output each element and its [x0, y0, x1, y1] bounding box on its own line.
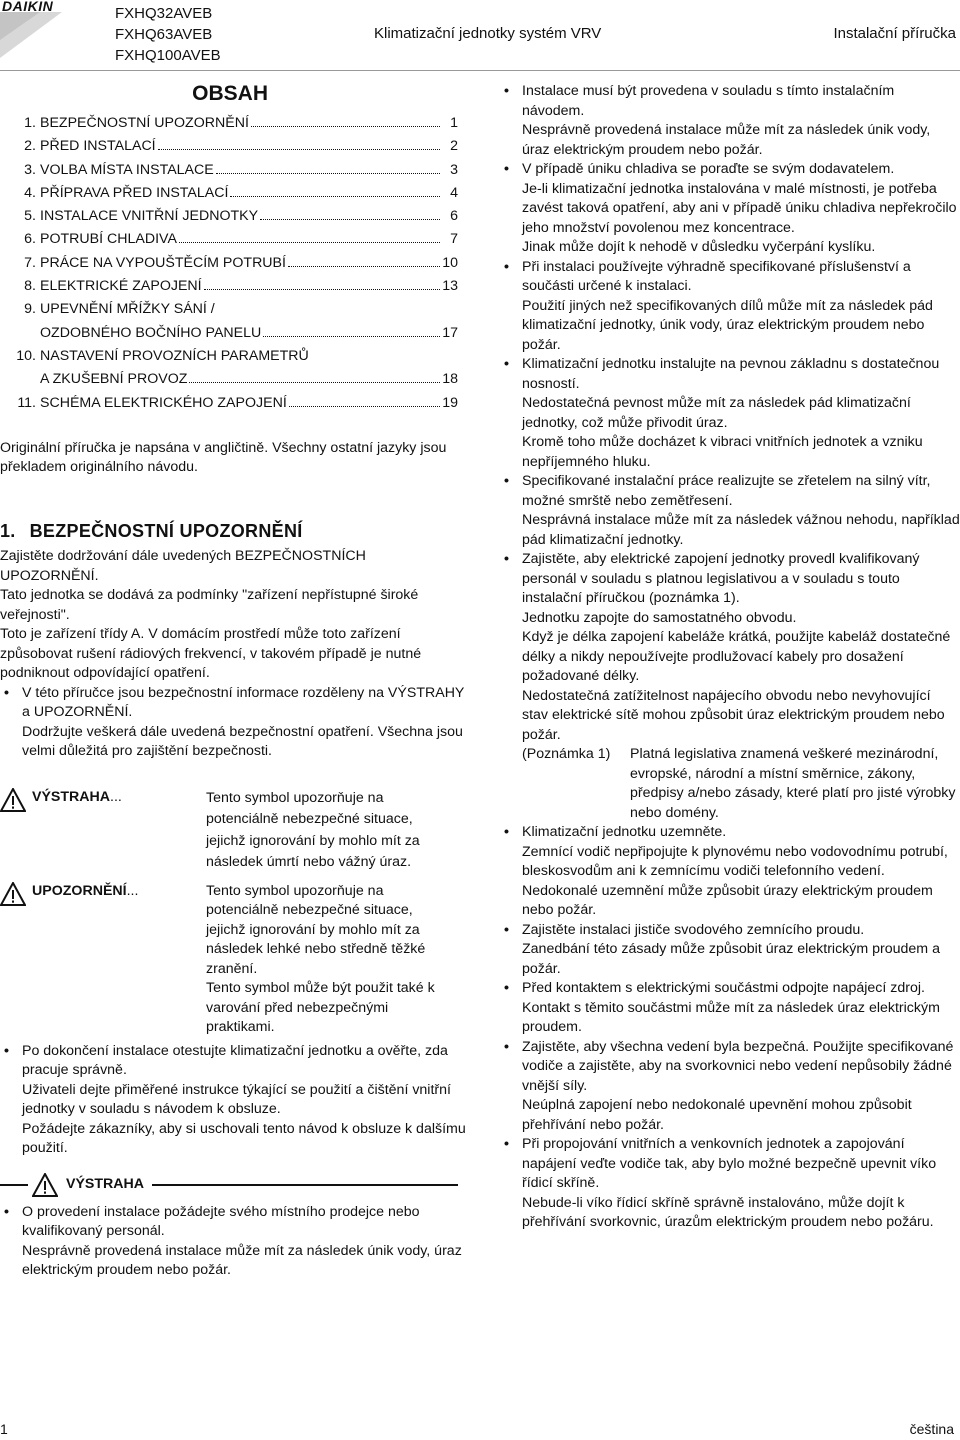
list-item — [500, 82, 960, 160]
list-item-text: • O provedení instalace požádejte svého místního prodejce nebo kvalifikovaný personál. — [22, 1203, 420, 1240]
toc-entry-title: PŘÍPRAVA PŘED INSTALACÍ — [40, 184, 229, 201]
warning-box-list — [0, 1203, 468, 1281]
leader-dots — [158, 149, 440, 150]
list-item — [0, 1042, 468, 1159]
toc-entry-page: 19 — [442, 394, 458, 411]
toc-entry-title: SCHÉMA ELEKTRICKÉHO ZAPOJENÍ — [40, 394, 287, 411]
leader-dots — [189, 382, 440, 383]
toc-entry — [0, 300, 468, 323]
warning-box-title: VÝSTRAHA — [66, 1176, 145, 1193]
bullet-list — [0, 684, 468, 762]
document-type-title: Instalační příručka — [833, 25, 956, 42]
toc-entry-title: A ZKUŠEBNÍ PROVOZ — [40, 371, 188, 388]
note-row — [522, 745, 960, 823]
list-item-text: • V této příručce jsou bezpečnostní informace rozděleny na VÝSTRAHY a UPOZORNĚNÍ. — [22, 684, 465, 721]
toc-heading: OBSAH — [192, 82, 268, 105]
model-name: FXHQ32AVEB — [115, 5, 213, 22]
model-name: FXHQ63AVEB — [115, 26, 213, 43]
caution-description-text: Tento symbol může být použit také k varování před nebezpečnými praktikami. — [206, 980, 435, 1036]
toc-entry-continuation — [0, 324, 468, 347]
caution-label: UPOZORNĚNÍ — [32, 882, 127, 899]
list-item — [500, 823, 960, 921]
symbol-legend — [0, 788, 468, 1038]
header-divider — [0, 70, 960, 71]
warning-label: VÝSTRAHA — [32, 788, 111, 805]
caution-triangle-icon — [0, 882, 26, 906]
list-item-text: Když je délka zapojení kabeláže krátká, použijte kabeláž dostatečné délky a nikdy nepoužívejte prodlužovací kabely pro dosažení požadované délky. — [522, 629, 951, 684]
list-item-text: • Instalace musí být provedena v souladu s tímto instalačním návodem. — [522, 83, 895, 119]
list-item-text: Nedostatečná pevnost může mít za následek pád klimatizační jednotky, což může přivodit úraz. — [522, 395, 911, 431]
toc-entry-page: 13 — [442, 278, 458, 295]
toc-entry-page: 17 — [442, 324, 458, 341]
section-title: BEZPEČNOSTNÍ UPOZORNĚNÍ — [29, 520, 303, 541]
list-item-text: • V případě úniku chladiva se poraďte se svým dodavatelem. — [522, 161, 895, 177]
leader-dots — [263, 336, 440, 337]
leader-dots — [179, 242, 440, 243]
toc-entry-page: 1 — [450, 115, 458, 131]
leader-dots — [204, 289, 440, 290]
caution-symbol-key — [0, 882, 206, 1038]
list-item — [0, 684, 468, 762]
leader-dots — [251, 126, 440, 127]
list-item-text: Nedokonalé uzemnění může způsobit úrazy elektrickým proudem nebo požár. — [522, 882, 933, 918]
list-item-text: • Zajistěte instalaci jističe svodového zemnícího proudu. — [522, 921, 865, 938]
toc-entry-number: 3. — [24, 161, 36, 178]
list-item — [500, 979, 960, 1038]
toc-entry-number: 2. — [24, 138, 36, 155]
list-item — [500, 160, 960, 258]
list-item-text: Zemnící vodič nepřipojujte k plynovému nebo vodovodnímu potrubí, bleskosvodům ani k zemnícímu vodiči telefonního vedení. — [522, 843, 948, 879]
brand-name: DAIKIN — [2, 0, 54, 14]
leader-dots — [289, 406, 440, 407]
toc-entry — [0, 347, 468, 370]
toc-entry — [0, 114, 468, 137]
list-item-text: Použití jiných než specifikovaných dílů může mít za následek pád klimatizační jednotky, únik vody, úraz elektrickým proudem nebo požár. — [522, 297, 933, 353]
list-item — [500, 921, 960, 980]
list-item — [0, 1203, 468, 1281]
list-item — [500, 550, 960, 823]
bullet-list — [500, 82, 960, 1233]
original-language-note: Originální příručka je napsána v angličtině. Všechny ostatní jazyky jsou překladem originálního návodu. — [0, 439, 447, 476]
list-item — [500, 472, 960, 550]
toc-entry-number: 4. — [24, 184, 36, 201]
toc-entry-title: NASTAVENÍ PROVOZNÍCH PARAMETRŮ — [40, 347, 309, 364]
bullet-list — [0, 1042, 468, 1159]
warning-box-header — [0, 1173, 468, 1197]
list-item-text: • Po dokončení instalace otestujte klimatizační jednotku a ověřte, zda pracuje správně. — [22, 1042, 448, 1079]
toc-entry-continuation — [0, 370, 468, 393]
toc-entry — [0, 161, 468, 184]
toc-entry — [0, 230, 468, 253]
model-name: FXHQ100AVEB — [115, 47, 221, 64]
language-label: čeština — [909, 1421, 954, 1437]
table-of-contents — [0, 114, 468, 417]
paragraph: Tato jednotka se dodává za podmínky "zařízení nepřístupné široké veřejnosti". — [0, 587, 419, 623]
toc-entry-title: BEZPEČNOSTNÍ UPOZORNĚNÍ — [40, 115, 249, 131]
warning-triangle-icon — [32, 1173, 58, 1197]
list-item — [500, 355, 960, 472]
toc-entry-title: PŘED INSTALACÍ — [40, 138, 156, 155]
toc-entry-number: 1. — [24, 115, 36, 131]
list-item — [500, 1038, 960, 1136]
toc-entry-title: UPEVNĚNÍ MŘÍŽKY SÁNÍ / — [40, 301, 215, 318]
list-item — [500, 258, 960, 356]
list-item-text: • Zajistěte, aby všechna vedení byla bezpečná. Použijte specifikované vodiče a zajistěte, aby na svorkovnici nebo vedení nepůsobily žádné vnější síly. — [522, 1038, 954, 1094]
toc-entry-title: VOLBA MÍSTA INSTALACE — [40, 161, 214, 178]
toc-entry-number: 8. — [24, 278, 36, 295]
toc-entry — [0, 207, 468, 230]
warning-symbol-key — [0, 788, 206, 874]
leader-dots — [288, 266, 440, 267]
warning-triangle-icon — [0, 788, 26, 812]
list-item-text: Jinak může dojít k nehodě v důsledku vyčerpání kyslíku. — [522, 239, 876, 255]
toc-entry — [0, 254, 468, 277]
note-text: Platná legislativa znamená veškeré mezinárodní, evropské, národní a místní směrnice, zákony, předpisy a/nebo zásady, které platí pro jisté výrobky nebo domény. — [630, 746, 956, 821]
list-item-text: Nesprávně provedená instalace může mít za následek únik vody, úraz elektrickým proudem nebo požár. — [22, 1242, 462, 1279]
toc-entry-title: POTRUBÍ CHLADIVA — [40, 231, 177, 248]
leader-dots: ... — [110, 788, 122, 805]
leader-dots: ... — [126, 882, 139, 899]
toc-entry-number: 6. — [24, 231, 36, 248]
toc-entry-page: 2 — [450, 138, 458, 155]
model-list — [115, 3, 221, 66]
toc-entry-page: 18 — [442, 371, 458, 388]
list-item-text: Jednotku zapojte do samostatného obvodu. — [522, 609, 797, 626]
list-item-text: Je-li klimatizační jednotka instalována v malé místnosti, je potřeba zavést taková opatření, aby ani v případě úniku chladiva nepřekročilo jeho množství povolenou mez koncentrace. — [522, 180, 957, 236]
page-number: 1 — [0, 1421, 8, 1437]
leader-dots — [260, 219, 440, 220]
caution-description-text: Tento symbol upozorňuje na potenciálně nebezpečné situace, jejichž ignorování by mohlo mít za následek lehké nebo středně těžké zranění. — [206, 882, 426, 977]
warning-symbol-row — [0, 788, 468, 874]
list-item-text: • Před kontaktem s elektrickými součástmi odpojte napájecí zdroj. — [522, 980, 925, 996]
list-item-text: Kontakt s těmito součástmi může mít za následek úraz elektrickým proudem. — [522, 999, 940, 1035]
list-item-text: Nebude-li víko řídicí skříně správně instalováno, může dojít k přehřívání svorkovnic, úrazům elektrickým proudem nebo požáru. — [522, 1194, 934, 1230]
toc-entry — [0, 137, 468, 160]
toc-entry-title: OZDOBNÉHO BOČNÍHO PANELU — [40, 324, 262, 341]
left-column — [0, 80, 468, 1281]
list-item-text: • Klimatizační jednotku instalujte na pevnou základnu s dostatečnou nosností. — [522, 356, 940, 392]
toc-entry-title: INSTALACE VNITŘNÍ JEDNOTKY — [40, 208, 259, 225]
toc-entry-number: 9. — [24, 301, 36, 318]
list-item-text: Zanedbání této zásady může způsobit úraz elektrickým proudem a požár. — [522, 941, 940, 977]
list-item-text: Neúplná zapojení nebo nedokonalé upevnění mohou způsobit přehřívání nebo požár. — [522, 1097, 912, 1133]
toc-entry-number: 10. — [16, 347, 36, 364]
toc-entry — [0, 394, 468, 417]
rule-line — [0, 1184, 28, 1186]
toc-entry-page: 10 — [442, 254, 458, 271]
toc-entry-number: 7. — [24, 254, 36, 271]
toc-entry-title: PRÁCE NA VYPOUŠTĚCÍM POTRUBÍ — [40, 254, 286, 271]
toc-entry — [0, 277, 468, 300]
toc-entry — [0, 184, 468, 207]
toc-entry-page: 4 — [450, 184, 458, 201]
toc-entry-number: 11. — [17, 394, 36, 411]
right-column — [500, 82, 960, 1233]
list-item-text: • Při instalaci používejte výhradně specifikované příslušenství a součásti určené k instalaci. — [522, 258, 911, 294]
list-item-text: Dodržujte veškerá dále uvedená bezpečnostní opatření. Všechna jsou velmi důležitá pro zajištění bezpečnosti. — [22, 723, 463, 760]
paragraph: Zajistěte dodržování dále uvedených BEZPEČNOSTNÍCH UPOZORNĚNÍ. — [0, 548, 366, 584]
note-label: (Poznámka 1) — [522, 746, 611, 762]
toc-entry-page: 3 — [450, 161, 458, 178]
list-item-text: Nesprávná instalace může mít za následek vážnou nehodu, například pád klimatizační jednotky. — [522, 512, 960, 548]
leader-dots — [230, 196, 440, 197]
list-item-text: • Klimatizační jednotku uzemněte. — [522, 824, 727, 840]
leader-dots — [216, 173, 440, 174]
toc-entry-number: 5. — [24, 208, 36, 225]
rule-line — [152, 1184, 458, 1186]
caution-description — [206, 882, 452, 1038]
list-item-text: Uživateli dejte přiměřené instrukce týkající se použití a čištění vnitřní jednotky v souladu s návodem k obsluze. — [22, 1081, 451, 1118]
list-item-text: • Při propojování vnitřních a venkovních jednotek a zapojování napájení veďte vodiče tak, aby bylo možné bezpečně upevnit víko řídicí skříně. — [522, 1136, 937, 1191]
paragraph: Toto je zařízení třídy A. V domácím prostředí může toto zařízení způsobovat rušení rádiových frekvencí, v takovém případě je nutné podniknout odpovídající opatření. — [0, 626, 422, 682]
toc-entry-page: 6 — [450, 208, 458, 225]
list-item-text: Nesprávně provedená instalace může mít za následek únik vody, úraz elektrickým proudem nebo požár. — [522, 122, 931, 158]
list-item-text: Požádejte zákazníky, aby si uschovali tento návod k obsluze k dalšímu použití. — [22, 1120, 466, 1157]
caution-symbol-row — [0, 882, 468, 1038]
list-item-text: Nedostatečná zatížitelnost napájecího obvodu nebo nevyhovující stav elektrické sítě mohou způsobit úraz elektrickým proudem nebo požár. — [522, 687, 945, 743]
section-heading — [0, 522, 468, 542]
toc-entry-page: 7 — [450, 231, 458, 248]
warning-description: Tento symbol upozorňuje na potenciálně nebezpečné situace, jejichž ignorování by mohlo mít za následek úmrtí nebo vážný úraz. — [206, 789, 420, 871]
document-series-title: Klimatizační jednotky systém VRV — [374, 25, 602, 42]
list-item-text: • Specifikované instalační práce realizujte se zřetelem na silný vítr, možné smrště nebo zemětřesení. — [522, 473, 931, 509]
list-item-text: • Zajistěte, aby elektrické zapojení jednotky provedl kvalifikovaný personál v souladu s platnou legislativou a v souladu s touto instalační příručkou (poznámka 1). — [522, 551, 920, 606]
toc-entry-title: ELEKTRICKÉ ZAPOJENÍ — [40, 278, 202, 295]
list-item — [500, 1135, 960, 1233]
section-number: 1. — [0, 520, 16, 541]
list-item-text: Kromě toho může docházet k vibraci vnitřních jednotek a vzniku nepříjemného hluku. — [522, 434, 923, 470]
